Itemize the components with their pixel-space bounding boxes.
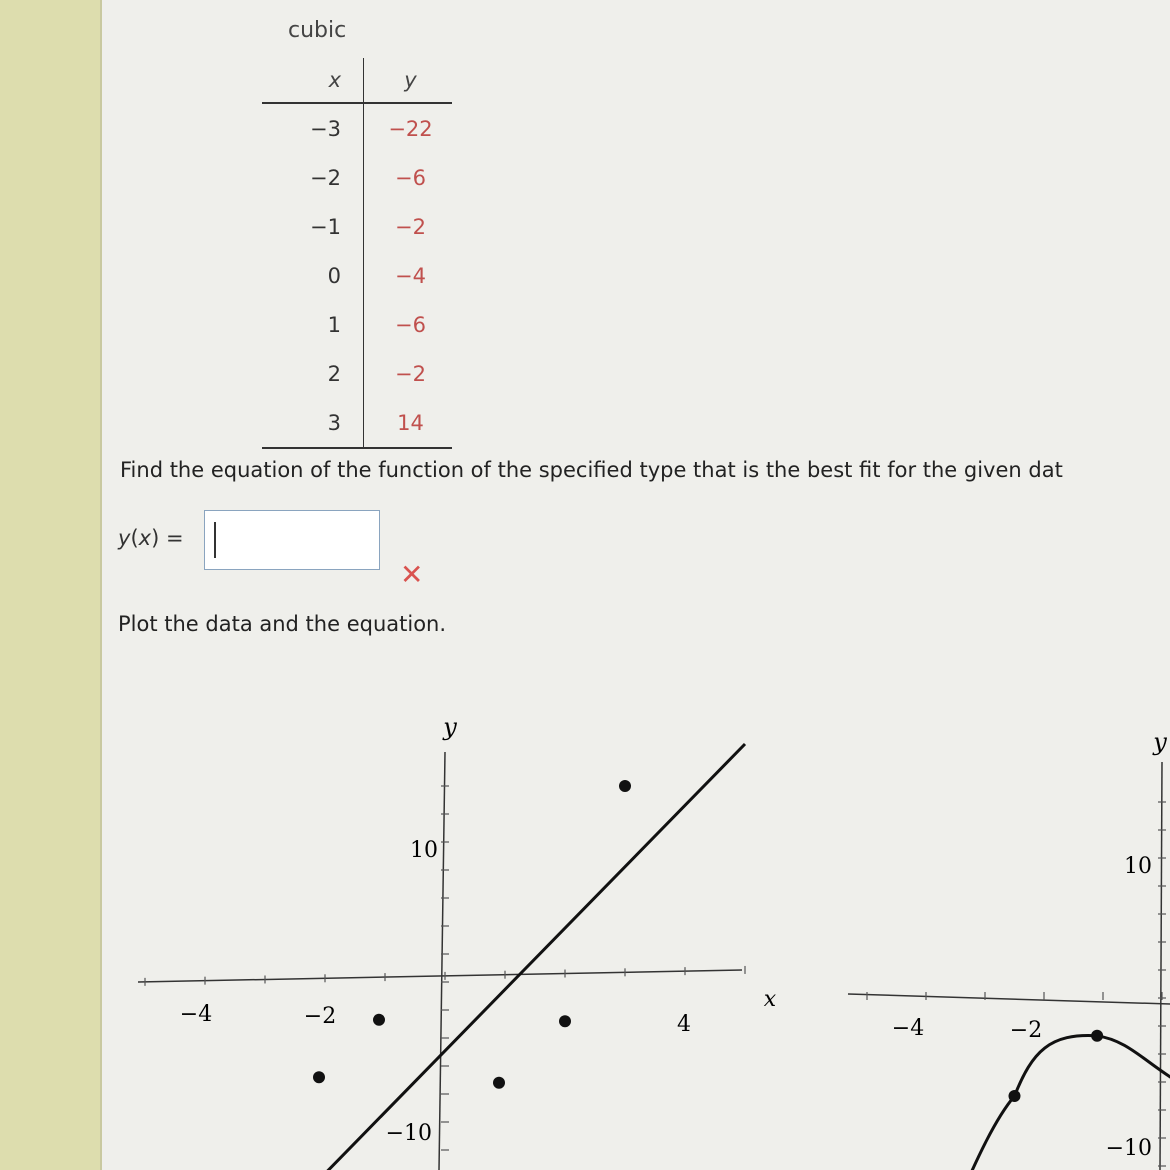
graph-1-y-tick-label: −10: [385, 1121, 432, 1146]
graph-1-data-point: [619, 780, 631, 792]
table-header-row: [262, 58, 452, 103]
cell-x: 0: [262, 251, 364, 300]
plot-instruction: Plot the data and the equation.: [118, 612, 447, 636]
table-row: [262, 153, 452, 202]
graph-1-x-tick-label: 4: [677, 1012, 691, 1037]
graph-1-ticks: [145, 786, 745, 1150]
graph-option-2[interactable]: [840, 700, 1170, 1170]
cell-y: −6: [395, 165, 426, 190]
data-table: [262, 58, 452, 449]
graph-1-x-tick-label: −4: [179, 1002, 213, 1027]
column-header-y: y: [404, 68, 417, 92]
graph-2-data-point: [1091, 1030, 1103, 1042]
cell-y: −4: [395, 263, 426, 288]
answer-label-fn: y: [118, 526, 131, 550]
table-row: [262, 103, 452, 153]
cell-x: −3: [262, 103, 364, 153]
x-mark-icon: ✕: [400, 558, 424, 591]
graph-2-data-point: [1009, 1090, 1021, 1102]
cell-x: −2: [262, 153, 364, 202]
table-row: [262, 349, 452, 398]
table-row: [262, 251, 452, 300]
cell-y: 14: [397, 410, 424, 435]
cell-y: −6: [395, 312, 426, 337]
graph-option-1[interactable]: [120, 700, 820, 1170]
cell-x: 1: [262, 300, 364, 349]
graph-1-y-axis-label: y: [443, 713, 457, 741]
function-type-label: cubic: [288, 18, 347, 43]
cell-y: −2: [395, 214, 426, 239]
graph-1-x-axis: [138, 970, 742, 982]
cell-y: −22: [388, 116, 433, 141]
table-row: [262, 398, 452, 448]
graph-1-y-axis: [439, 752, 445, 1170]
answer-label-var: x: [138, 526, 152, 550]
cell-x: 3: [262, 398, 364, 448]
graph-2-axes: [848, 762, 1170, 1170]
graph-1-fit-line: [307, 744, 745, 1170]
graph-1-axes: [138, 752, 742, 1170]
graph-1-data-point: [373, 1014, 385, 1026]
graph-2-x-axis: [848, 994, 1170, 1004]
graph-2-x-tick-label: −2: [1009, 1018, 1043, 1043]
cell-x: 2: [262, 349, 364, 398]
graph-2-y-axis-label: y: [1153, 728, 1167, 756]
graph-1-data-point: [313, 1071, 325, 1083]
graph-2-x-tick-label: −4: [891, 1016, 925, 1041]
left-margin-edge: [100, 0, 102, 1170]
graph-1-y-tick-label: 10: [410, 838, 438, 863]
graph-2-y-tick-label: −10: [1105, 1136, 1152, 1161]
text-caret: [214, 522, 216, 558]
cell-y: −2: [395, 361, 426, 386]
answer-input[interactable]: [204, 510, 380, 570]
graph-2-y-tick-label: 10: [1124, 854, 1152, 879]
cell-x: −1: [262, 202, 364, 251]
left-margin-band: [0, 0, 100, 1170]
graph-1-x-tick-label: −2: [303, 1004, 337, 1029]
graph-1-data-point: [493, 1077, 505, 1089]
graph-2-y-axis: [1160, 762, 1162, 1170]
graph-1-data-point: [559, 1015, 571, 1027]
answer-label-tail: =: [159, 526, 184, 550]
graph-2-ticks: [867, 802, 1166, 1166]
graph-1-x-axis-label: x: [763, 987, 777, 1012]
column-header-x: x: [262, 58, 364, 103]
answer-label: y(x) =: [118, 526, 184, 550]
table-row: [262, 202, 452, 251]
question-text: Find the equation of the function of the specified type that is the best fit for the given dat: [120, 458, 1063, 482]
table-row: [262, 300, 452, 349]
